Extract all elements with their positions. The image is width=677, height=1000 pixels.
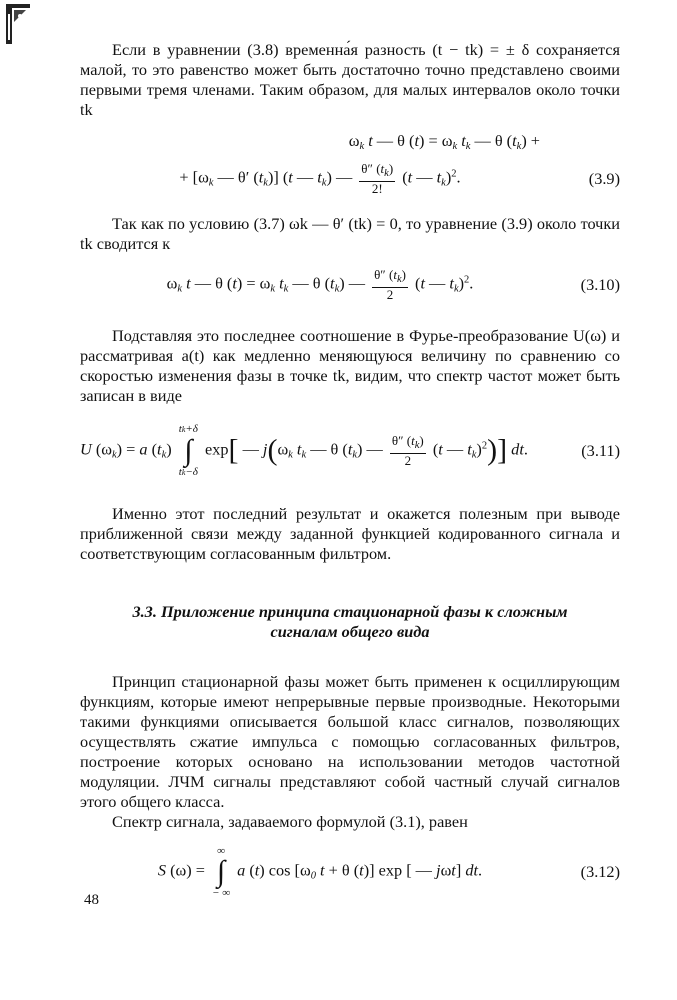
equation-3-11: U $(\omega_k) = a$ $(t_k)$ tk+δ ∫ tk−δ exp[ — $j(\omega_k$ $t_k$ — θ $(t_k)$ — $\frac{\theta'' (t_k)}{2}$ (t — $t_k)^2$)] dt. (3.11) <box>80 423 620 478</box>
equation-3-9-line1: $\omega_k$ t — θ $(t) = \omega_k$ $t_k$ — θ $(t_k)$ + <box>348 131 540 152</box>
corner-ornament <box>6 4 30 44</box>
paragraph-5: Принцип стационарной фазы может быть применен к осциллирующим функциям, которые имеют непрерывные первые производные. Некоторыми такими функциями описывается большой класс сигналов, позволяющих осуществлять сжатие импульса с помощью согласованных фильтров, построение которых основано на использовании методов частотной модуляции. ЛЧМ сигналы представляют собой частный случай сигналов этого общего класса. <box>80 672 620 811</box>
paragraph-6: Спектр сигнала, задаваемого формулой (3.1), равен <box>112 812 468 831</box>
equation-3-10: $\omega_k$ t — θ $(t) = \omega_k$ $t_k$ — θ $(t_k)$ — $\frac{\theta'' (t_k)}{2}$ (t — $t_k)^2$. (3.10) <box>166 267 620 302</box>
equation-number: (3.10) <box>580 275 620 294</box>
paragraph-3: Подставляя это последнее соотношение в Фурье-преобразование U(ω) и рассматривая a(t) как медленно меняющуюся величину по сравнению со скоростью изменения фазы в точке tk, видим, что спектр частот может быть записан в виде <box>80 326 620 405</box>
paragraph-1: Если в уравнении (3.8) временна́я разность (t − tk) = ± δ сохраняется малой, то это равенство может быть достаточно точно представлено своими первыми тремя членами. Таким образом, для малых интервалов около точки tk <box>80 40 620 119</box>
equation-3-9: + [$\omega_k$ — θ′ $(t_k)$] (t — $t_k$) — $\frac{\theta'' (t_k)}{2!}$ (t — $t_k)^2$. (3.9) <box>179 161 620 196</box>
page-content <box>80 40 620 900</box>
section-title-line1: 3.3. Приложение принципа стационарной фазы к сложным <box>132 602 568 621</box>
section-title-line2: сигналам общего вида <box>270 622 430 641</box>
page-number: 48 <box>84 892 99 908</box>
equation-number: (3.9) <box>588 169 620 188</box>
equation-number: (3.12) <box>580 862 620 881</box>
paragraph-4: Именно этот последний результат и окажется полезным при выводе приближенной связи между заданной функцией кодированного сигнала и соответствующим согласованным фильтром. <box>80 504 620 563</box>
equation-3-12: S (ω) = ∞ ∫ − ∞ a (t) $\cos [\omega_0$ t + θ (t)] exp [ — jωt] dt. (3.12) <box>157 845 620 899</box>
equation-number: (3.11) <box>581 441 620 460</box>
paragraph-2: Так как по условию (3.7) ωk — θ′ (tk) = 0, то уравнение (3.9) около точки tk сводится к <box>80 214 620 253</box>
section-heading <box>80 602 620 642</box>
